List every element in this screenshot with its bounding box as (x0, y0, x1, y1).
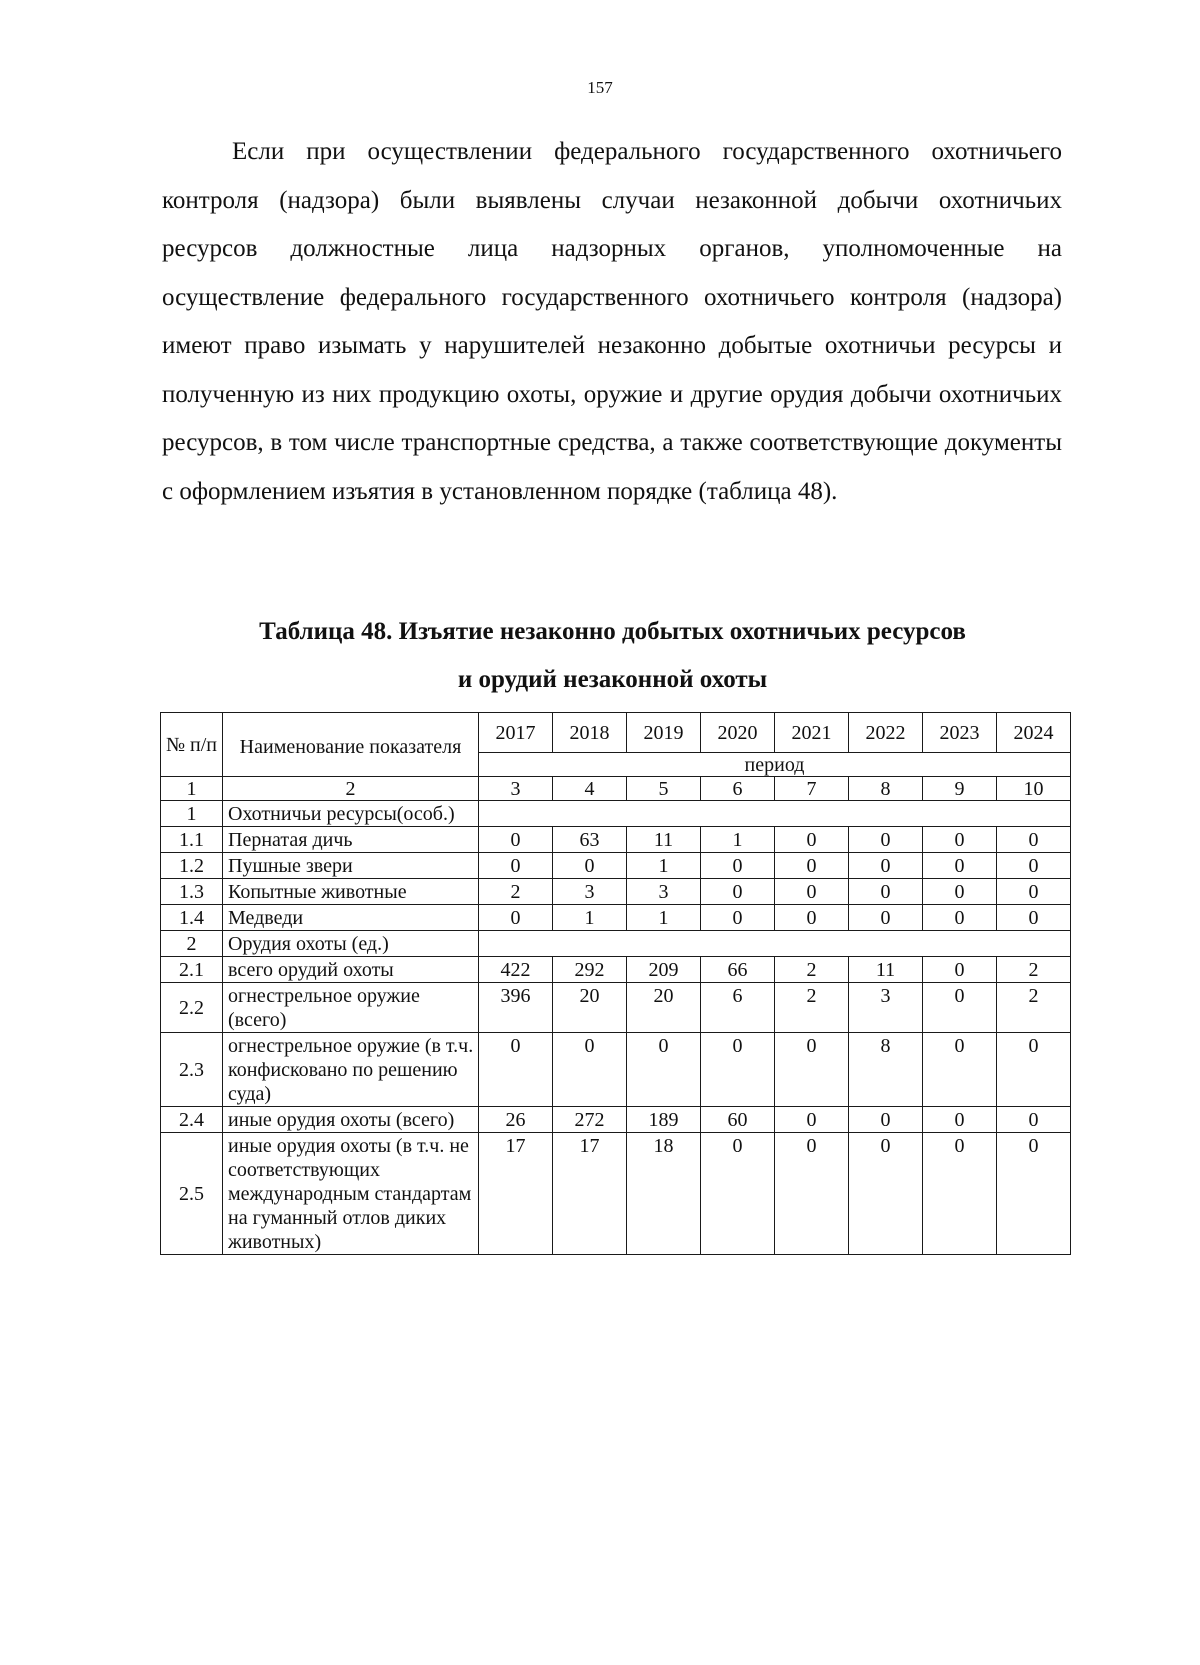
table-header-row (161, 713, 1071, 753)
value-cell: 0 (553, 1033, 627, 1107)
row-number: 2.5 (161, 1133, 223, 1255)
value-cell: 0 (701, 905, 775, 931)
header-name: Наименование показателя (223, 713, 479, 777)
value-cell: 0 (701, 1033, 775, 1107)
header-year: 2018 (553, 713, 627, 753)
value-cell: 60 (701, 1107, 775, 1133)
table-row (161, 905, 1071, 931)
seizure-table (160, 712, 1071, 1255)
row-number: 1.2 (161, 853, 223, 879)
table-row (161, 879, 1071, 905)
value-cell: 0 (923, 879, 997, 905)
row-name: огнестрельное оружие (всего) (223, 983, 479, 1033)
row-number: 1.1 (161, 827, 223, 853)
value-cell: 0 (775, 1107, 849, 1133)
empty-values-cell (479, 931, 1071, 957)
value-cell: 0 (923, 983, 997, 1033)
value-cell: 0 (923, 1133, 997, 1255)
row-name: Пернатая дичь (223, 827, 479, 853)
row-name: всего орудий охоты (223, 957, 479, 983)
table-title (160, 608, 1065, 704)
value-cell: 17 (479, 1133, 553, 1255)
value-cell: 20 (627, 983, 701, 1033)
value-cell: 2 (997, 983, 1071, 1033)
value-cell: 11 (627, 827, 701, 853)
value-cell: 2 (479, 879, 553, 905)
value-cell: 0 (849, 853, 923, 879)
value-cell: 26 (479, 1107, 553, 1133)
row-name: огнестрельное оружие (в т.ч. конфисковано по решению суда) (223, 1033, 479, 1107)
row-number: 1.3 (161, 879, 223, 905)
value-cell: 0 (923, 1107, 997, 1133)
value-cell: 422 (479, 957, 553, 983)
value-cell: 66 (701, 957, 775, 983)
column-index: 1 (161, 777, 223, 801)
value-cell: 0 (849, 1133, 923, 1255)
value-cell: 1 (701, 827, 775, 853)
column-index: 9 (923, 777, 997, 801)
row-number: 1.4 (161, 905, 223, 931)
value-cell: 0 (479, 905, 553, 931)
row-number: 2.2 (161, 983, 223, 1033)
header-year: 2017 (479, 713, 553, 753)
value-cell: 0 (997, 905, 1071, 931)
page-number: 157 (587, 78, 613, 97)
row-number: 1 (161, 801, 223, 827)
table-row (161, 1107, 1071, 1133)
value-cell: 0 (849, 905, 923, 931)
value-cell: 0 (627, 1033, 701, 1107)
row-name: Копытные животные (223, 879, 479, 905)
header-year: 2022 (849, 713, 923, 753)
value-cell: 396 (479, 983, 553, 1033)
table-title-line-2: и орудий незаконной охоты (457, 666, 768, 693)
row-name: Медведи (223, 905, 479, 931)
value-cell: 3 (849, 983, 923, 1033)
row-name: Орудия охоты (ед.) (223, 931, 479, 957)
value-cell: 1 (627, 905, 701, 931)
row-number: 2.3 (161, 1033, 223, 1107)
value-cell: 0 (553, 853, 627, 879)
value-cell: 3 (627, 879, 701, 905)
header-year: 2021 (775, 713, 849, 753)
column-index: 5 (627, 777, 701, 801)
header-year: 2023 (923, 713, 997, 753)
value-cell: 11 (849, 957, 923, 983)
value-cell: 0 (849, 879, 923, 905)
value-cell: 0 (849, 827, 923, 853)
value-cell: 17 (553, 1133, 627, 1255)
value-cell: 272 (553, 1107, 627, 1133)
value-cell: 0 (701, 879, 775, 905)
value-cell: 2 (775, 957, 849, 983)
column-index-row (161, 777, 1071, 801)
value-cell: 189 (627, 1107, 701, 1133)
period-label: период (479, 753, 1071, 777)
value-cell: 0 (997, 1107, 1071, 1133)
value-cell: 0 (997, 1033, 1071, 1107)
value-cell: 0 (775, 1133, 849, 1255)
body-paragraph: Если при осуществлении федерального государственного охотничьего контроля (надзора) были выявлены случаи незаконной добычи охотничьих ресурсов должностные лица надзорных органов, уполномоченные на осуществление федерального государственного охотничьего контроля (надзора) имеют право изымать у нарушителей незаконно добытые охотничьи ресурсы и полученную из них продукцию охоты, оружие и другие орудия добычи охотничьих ресурсов, в том числе транспортные средства, а также соответствующие документы с оформлением изъятия в установленном порядке (таблица 48). (162, 138, 1062, 505)
empty-values-cell (479, 801, 1071, 827)
value-cell: 292 (553, 957, 627, 983)
value-cell: 0 (997, 853, 1071, 879)
column-index: 10 (997, 777, 1071, 801)
column-index: 6 (701, 777, 775, 801)
table-row (161, 827, 1071, 853)
table-row (161, 1133, 1071, 1255)
value-cell: 0 (701, 1133, 775, 1255)
row-name: иные орудия охоты (всего) (223, 1107, 479, 1133)
row-number: 2.1 (161, 957, 223, 983)
table-title-line-1: Таблица 48. Изъятие незаконно добытых охотничьих ресурсов (259, 618, 966, 645)
value-cell: 3 (553, 879, 627, 905)
column-index: 4 (553, 777, 627, 801)
header-no: № п/п (161, 713, 223, 777)
column-index: 8 (849, 777, 923, 801)
value-cell: 8 (849, 1033, 923, 1107)
column-index: 2 (223, 777, 479, 801)
header-year: 2020 (701, 713, 775, 753)
header-year: 2024 (997, 713, 1071, 753)
value-cell: 1 (627, 853, 701, 879)
value-cell: 2 (775, 983, 849, 1033)
row-number: 2.4 (161, 1107, 223, 1133)
value-cell: 18 (627, 1133, 701, 1255)
header-year: 2019 (627, 713, 701, 753)
value-cell: 0 (923, 1033, 997, 1107)
value-cell: 0 (923, 827, 997, 853)
column-index: 3 (479, 777, 553, 801)
value-cell: 0 (997, 879, 1071, 905)
value-cell: 0 (479, 827, 553, 853)
value-cell: 0 (775, 827, 849, 853)
value-cell: 1 (553, 905, 627, 931)
row-name: Пушные звери (223, 853, 479, 879)
value-cell: 0 (849, 1107, 923, 1133)
value-cell: 209 (627, 957, 701, 983)
row-name: иные орудия охоты (в т.ч. не соответствующих международным стандартам на гуманный отлов диких животных) (223, 1133, 479, 1255)
table-row (161, 853, 1071, 879)
value-cell: 0 (479, 1033, 553, 1107)
value-cell: 0 (775, 879, 849, 905)
value-cell: 0 (997, 827, 1071, 853)
value-cell: 0 (923, 905, 997, 931)
value-cell: 63 (553, 827, 627, 853)
value-cell: 0 (775, 905, 849, 931)
table-row (161, 983, 1071, 1033)
row-name: Охотничьи ресурсы(особ.) (223, 801, 479, 827)
table-row (161, 1033, 1071, 1107)
value-cell: 0 (923, 853, 997, 879)
row-number: 2 (161, 931, 223, 957)
value-cell: 0 (997, 1133, 1071, 1255)
table-row (161, 931, 1071, 957)
value-cell: 0 (479, 853, 553, 879)
value-cell: 0 (701, 853, 775, 879)
table-row (161, 957, 1071, 983)
value-cell: 6 (701, 983, 775, 1033)
value-cell: 0 (775, 853, 849, 879)
value-cell: 2 (997, 957, 1071, 983)
value-cell: 20 (553, 983, 627, 1033)
value-cell: 0 (923, 957, 997, 983)
column-index: 7 (775, 777, 849, 801)
value-cell: 0 (775, 1033, 849, 1107)
table-row (161, 801, 1071, 827)
